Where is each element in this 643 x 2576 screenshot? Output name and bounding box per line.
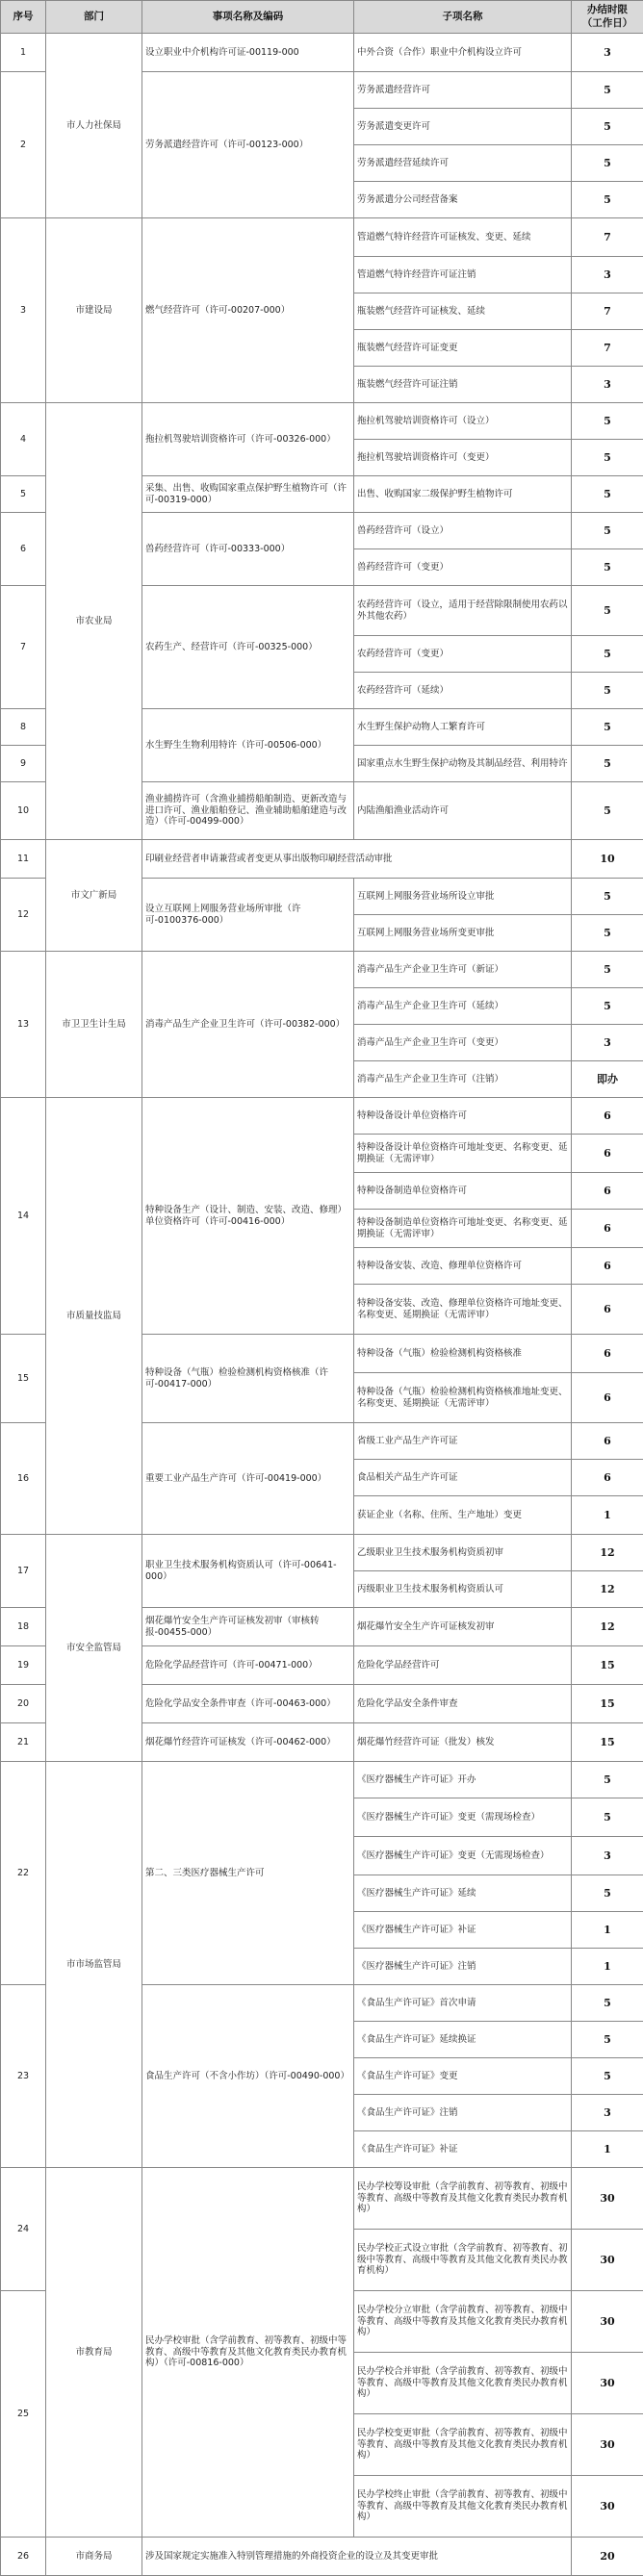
header-seq: 序号 — [1, 1, 46, 34]
sub-item-cell: 特种设备（气瓶）检验检测机构资格核准 — [354, 1335, 572, 1373]
item-cell: 食品生产许可（不含小作坊）（许可-00490-000） — [142, 1985, 354, 2168]
dept-cell: 市安全监管局 — [46, 1535, 142, 1762]
sub-item-cell: 拖拉机驾驶培训资格许可（变更） — [354, 440, 572, 476]
sub-item-cell: 食品相关产品生产许可证 — [354, 1460, 572, 1496]
sub-item-cell: 《食品生产许可证》注销 — [354, 2095, 572, 2131]
days-cell: 6 — [572, 1460, 643, 1496]
sub-item-cell: 民办学校正式设立审批（含学前教育、初等教育、初级中等教育、高级中等教育及其他文化教育类民办教育机构） — [354, 2230, 572, 2291]
days-cell: 5 — [572, 915, 643, 952]
days-cell: 1 — [572, 1949, 643, 1985]
item-cell: 拖拉机驾驶培训资格许可（许可-00326-000） — [142, 403, 354, 476]
days-cell: 15 — [572, 1685, 643, 1723]
days-cell: 5 — [572, 109, 643, 145]
days-cell: 30 — [572, 2168, 643, 2230]
days-cell: 30 — [572, 2230, 643, 2291]
sub-item-cell: 瓶装燃气经营许可证变更 — [354, 330, 572, 367]
days-cell: 5 — [572, 586, 643, 636]
sub-item-cell: 特种设备制造单位资格许可地址变更、名称变更、延期换证（无需评审） — [354, 1210, 572, 1248]
sub-item-cell: 《食品生产许可证》变更 — [354, 2058, 572, 2095]
table-row — [1, 1098, 643, 1135]
days-cell: 3 — [572, 367, 643, 403]
days-cell: 5 — [572, 1985, 643, 2022]
sub-item-cell: 《医疗器械生产许可证》注销 — [354, 1949, 572, 1985]
row-number: 22 — [1, 1762, 46, 1985]
sub-item-cell: 烟花爆竹安全生产许可证核发初审 — [354, 1608, 572, 1646]
days-cell: 6 — [572, 1285, 643, 1335]
sub-item-cell: 《医疗器械生产许可证》变更（需现场检查） — [354, 1798, 572, 1837]
item-cell: 涉及国家规定实施准入特别管理措施的外商投资企业的设立及其变更审批 — [142, 2538, 572, 2576]
row-number: 20 — [1, 1685, 46, 1723]
sub-item-cell: 劳务派遣经营延续许可 — [354, 145, 572, 182]
row-number: 18 — [1, 1608, 46, 1646]
days-cell: 6 — [572, 1248, 643, 1285]
header-item: 事项名称及编码 — [142, 1, 354, 34]
days-cell: 1 — [572, 2131, 643, 2168]
dept-cell: 市卫卫生计生局 — [46, 952, 142, 1098]
days-cell: 5 — [572, 879, 643, 915]
sub-item-cell: 《医疗器械生产许可证》开办 — [354, 1762, 572, 1798]
days-cell: 5 — [572, 182, 643, 218]
sub-item-cell: 互联网上网服务营业场所变更审批 — [354, 915, 572, 952]
days-cell: 10 — [572, 840, 643, 879]
days-cell: 3 — [572, 1837, 643, 1875]
sub-item-cell: 特种设备（气瓶）检验检测机构资格核准地址变更、名称变更、延期换证（无需评审） — [354, 1373, 572, 1423]
row-number: 1 — [1, 34, 46, 72]
days-cell: 5 — [572, 2022, 643, 2058]
dept-cell: 市人力社保局 — [46, 34, 142, 218]
row-number: 23 — [1, 1985, 46, 2168]
sub-item-cell: 《医疗器械生产许可证》变更（无需现场检查） — [354, 1837, 572, 1875]
days-cell: 5 — [572, 636, 643, 673]
sub-item-cell: 劳务派遣分公司经营备案 — [354, 182, 572, 218]
days-cell: 12 — [572, 1535, 643, 1571]
days-cell: 30 — [572, 2291, 643, 2353]
table-row — [1, 34, 643, 72]
row-number: 7 — [1, 586, 46, 709]
sub-item-cell: 劳务派遣变更许可 — [354, 109, 572, 145]
item-cell: 农药生产、经营许可（许可-00325-000） — [142, 586, 354, 709]
header-days — [572, 1, 643, 34]
sub-item-cell: 民办学校筹设审批（含学前教育、初等教育、初级中等教育、高级中等教育及其他文化教育类民办教育机构） — [354, 2168, 572, 2230]
row-number: 4 — [1, 403, 46, 476]
days-cell: 6 — [572, 1210, 643, 1248]
item-cell: 设立互联网上网服务营业场所审批（许可-0100376-000） — [142, 879, 354, 952]
days-cell: 6 — [572, 1135, 643, 1173]
days-cell: 3 — [572, 1025, 643, 1061]
sub-item-cell: 烟花爆竹经营许可证（批发）核发 — [354, 1723, 572, 1762]
sub-item-cell: 特种设备安装、改造、修理单位资格许可 — [354, 1248, 572, 1285]
sub-item-cell: 危险化学品经营许可 — [354, 1646, 572, 1685]
days-cell: 6 — [572, 1373, 643, 1423]
table-row — [1, 2168, 643, 2230]
days-cell: 5 — [572, 145, 643, 182]
row-number: 26 — [1, 2538, 46, 2576]
item-cell: 特种设备生产（设计、制造、安装、改造、修理）单位资格许可（许可-00416-000） — [142, 1098, 354, 1335]
sub-item-cell: 特种设备安装、改造、修理单位资格许可地址变更、名称变更、延期换证（无需评审） — [354, 1285, 572, 1335]
days-cell: 5 — [572, 2058, 643, 2095]
days-cell: 3 — [572, 2095, 643, 2131]
sub-item-cell: 《食品生产许可证》延续换证 — [354, 2022, 572, 2058]
days-cell: 5 — [572, 746, 643, 782]
item-cell: 兽药经营许可（许可-00333-000） — [142, 513, 354, 586]
row-number: 21 — [1, 1723, 46, 1762]
row-number: 5 — [1, 476, 46, 513]
row-number: 9 — [1, 746, 46, 782]
row-number: 10 — [1, 782, 46, 840]
header-days-line1: 办结时限 — [587, 4, 628, 15]
days-cell: 5 — [572, 513, 643, 549]
days-cell: 3 — [572, 257, 643, 293]
row-number: 8 — [1, 709, 46, 746]
item-cell: 烟花爆竹安全生产许可证核发初审（审核转报-00455-000） — [142, 1608, 354, 1646]
days-cell: 5 — [572, 72, 643, 109]
item-cell: 印刷业经营者申请兼营或者变更从事出版物印刷经营活动审批 — [142, 840, 572, 879]
sub-item-cell: 获证企业（名称、住所、生产地址）变更 — [354, 1496, 572, 1535]
days-cell: 30 — [572, 2414, 643, 2476]
sub-item-cell: 《医疗器械生产许可证》补证 — [354, 1912, 572, 1949]
days-cell: 5 — [572, 1762, 643, 1798]
table-row — [1, 2538, 643, 2576]
item-cell: 重要工业产品生产许可（许可-00419-000） — [142, 1423, 354, 1535]
sub-item-cell: 消毒产品生产企业卫生许可（延续） — [354, 988, 572, 1025]
sub-item-cell: 管道燃气特许经营许可证注销 — [354, 257, 572, 293]
dept-cell: 市商务局 — [46, 2538, 142, 2576]
item-cell: 烟花爆竹经营许可证核发（许可-00462-000） — [142, 1723, 354, 1762]
table-row — [1, 952, 643, 988]
days-cell: 6 — [572, 1173, 643, 1210]
sub-item-cell: 省级工业产品生产许可证 — [354, 1423, 572, 1460]
days-cell: 5 — [572, 988, 643, 1025]
sub-item-cell: 瓶装燃气经营许可证核发、延续 — [354, 293, 572, 330]
days-cell: 15 — [572, 1646, 643, 1685]
sub-item-cell: 兽药经营许可（变更） — [354, 549, 572, 586]
sub-item-cell: 中外合资（合作）职业中介机构设立许可 — [354, 34, 572, 72]
sub-item-cell: 管道燃气特许经营许可证核发、变更、延续 — [354, 218, 572, 257]
item-cell: 渔业捕捞许可（含渔业捕捞船舶制造、更新改造与进口许可、渔业船舶登记、渔业辅助船舶建造与改造）（许可-00499-000） — [142, 782, 354, 840]
days-cell: 即办 — [572, 1061, 643, 1098]
sub-item-cell: 国家重点水生野生保护动物及其制品经营、利用特许 — [354, 746, 572, 782]
row-number: 17 — [1, 1535, 46, 1608]
table-row — [1, 840, 643, 879]
item-cell: 危险化学品经营许可（许可-00471-000） — [142, 1646, 354, 1685]
sub-item-cell: 出售、收购国家二级保护野生植物许可 — [354, 476, 572, 513]
header-dept: 部门 — [46, 1, 142, 34]
sub-item-cell: 民办学校终止审批（含学前教育、初等教育、初级中等教育、高级中等教育及其他文化教育类民办教育机构） — [354, 2476, 572, 2538]
item-cell: 民办学校审批（含学前教育、初等教育、初级中等教育、高级中等教育及其他文化教育类民办教育机构）（许可-00816-000） — [142, 2168, 354, 2538]
item-cell: 设立职业中介机构许可证-00119-000 — [142, 34, 354, 72]
sub-item-cell: 特种设备制造单位资格许可 — [354, 1173, 572, 1210]
row-number: 16 — [1, 1423, 46, 1535]
sub-item-cell: 危险化学品安全条件审查 — [354, 1685, 572, 1723]
days-cell: 1 — [572, 1496, 643, 1535]
dept-cell: 市质量技监局 — [46, 1098, 142, 1535]
row-number: 3 — [1, 218, 46, 403]
row-number: 19 — [1, 1646, 46, 1685]
days-cell: 12 — [572, 1608, 643, 1646]
dept-cell: 市市场监管局 — [46, 1762, 142, 2168]
header-sub: 子项名称 — [354, 1, 572, 34]
row-number: 13 — [1, 952, 46, 1098]
days-cell: 6 — [572, 1423, 643, 1460]
row-number: 2 — [1, 72, 46, 218]
sub-item-cell: 消毒产品生产企业卫生许可（新证） — [354, 952, 572, 988]
sub-item-cell: 农药经营许可（变更） — [354, 636, 572, 673]
sub-item-cell: 民办学校分立审批（含学前教育、初等教育、初级中等教育、高级中等教育及其他文化教育类民办教育机构） — [354, 2291, 572, 2353]
table-row — [1, 1762, 643, 1798]
sub-item-cell: 兽药经营许可（设立） — [354, 513, 572, 549]
sub-item-cell: 消毒产品生产企业卫生许可（注销） — [354, 1061, 572, 1098]
sub-item-cell: 《医疗器械生产许可证》延续 — [354, 1875, 572, 1912]
days-cell: 20 — [572, 2538, 643, 2576]
sub-item-cell: 民办学校合并审批（含学前教育、初等教育、初级中等教育、高级中等教育及其他文化教育类民办教育机构） — [354, 2353, 572, 2414]
sub-item-cell: 消毒产品生产企业卫生许可（变更） — [354, 1025, 572, 1061]
days-cell: 5 — [572, 403, 643, 440]
item-cell: 职业卫生技术服务机构资质认可（许可-00641-000） — [142, 1535, 354, 1608]
item-cell: 危险化学品安全条件审查（许可-00463-000） — [142, 1685, 354, 1723]
row-number: 24 — [1, 2168, 46, 2291]
row-number: 15 — [1, 1335, 46, 1423]
days-cell: 6 — [572, 1098, 643, 1135]
days-cell: 7 — [572, 330, 643, 367]
dept-cell: 市教育局 — [46, 2168, 142, 2538]
sub-item-cell: 民办学校变更审批（含学前教育、初等教育、初级中等教育、高级中等教育及其他文化教育类民办教育机构） — [354, 2414, 572, 2476]
sub-item-cell: 农药经营许可（延续） — [354, 673, 572, 709]
dept-cell: 市农业局 — [46, 403, 142, 840]
table-row — [1, 403, 643, 440]
item-cell: 采集、出售、收购国家重点保护野生植物许可（许可-00319-000） — [142, 476, 354, 513]
dept-cell: 市文广新局 — [46, 840, 142, 952]
item-cell: 消毒产品生产企业卫生许可（许可-00382-000） — [142, 952, 354, 1098]
sub-item-cell: 互联网上网服务营业场所设立审批 — [354, 879, 572, 915]
sub-item-cell: 瓶装燃气经营许可证注销 — [354, 367, 572, 403]
days-cell: 30 — [572, 2353, 643, 2414]
table-header-row — [1, 1, 643, 34]
days-cell: 6 — [572, 1335, 643, 1373]
item-cell: 第二、三类医疗器械生产许可 — [142, 1762, 354, 1985]
sub-item-cell: 特种设备设计单位资格许可 — [354, 1098, 572, 1135]
sub-item-cell: 内陆渔船渔业活动许可 — [354, 782, 572, 840]
item-cell: 特种设备（气瓶）检验检测机构资格核准（许可-00417-000） — [142, 1335, 354, 1423]
header-days-line2: （工作日） — [582, 17, 633, 29]
sub-item-cell: 水生野生保护动物人工繁育许可 — [354, 709, 572, 746]
item-cell: 劳务派遣经营许可（许可-00123-000） — [142, 72, 354, 218]
sub-item-cell: 《食品生产许可证》首次申请 — [354, 1985, 572, 2022]
days-cell: 5 — [572, 440, 643, 476]
days-cell: 5 — [572, 952, 643, 988]
days-cell: 5 — [572, 1875, 643, 1912]
sub-item-cell: 特种设备设计单位资格许可地址变更、名称变更、延期换证（无需评审） — [354, 1135, 572, 1173]
days-cell: 5 — [572, 476, 643, 513]
row-number: 25 — [1, 2291, 46, 2538]
row-number: 11 — [1, 840, 46, 879]
days-cell: 1 — [572, 1912, 643, 1949]
row-number: 6 — [1, 513, 46, 586]
row-number: 12 — [1, 879, 46, 952]
item-cell: 燃气经营许可（许可-00207-000） — [142, 218, 354, 403]
table-row — [1, 218, 643, 257]
days-cell: 12 — [572, 1571, 643, 1608]
days-cell: 7 — [572, 293, 643, 330]
days-cell: 5 — [572, 709, 643, 746]
days-cell: 5 — [572, 673, 643, 709]
dept-cell: 市建设局 — [46, 218, 142, 403]
days-cell: 5 — [572, 1798, 643, 1837]
sub-item-cell: 拖拉机驾驶培训资格许可（设立） — [354, 403, 572, 440]
sub-item-cell: 丙级职业卫生技术服务机构资质认可 — [354, 1571, 572, 1608]
days-cell: 7 — [572, 218, 643, 257]
sub-item-cell: 乙级职业卫生技术服务机构资质初审 — [354, 1535, 572, 1571]
days-cell: 5 — [572, 549, 643, 586]
row-number: 14 — [1, 1098, 46, 1335]
days-cell: 30 — [572, 2476, 643, 2538]
days-cell: 15 — [572, 1723, 643, 1762]
days-cell: 3 — [572, 34, 643, 72]
table-row — [1, 1535, 643, 1571]
item-cell: 水生野生生物利用特许（许可-00506-000） — [142, 709, 354, 782]
sub-item-cell: 农药经营许可（设立，适用于经营除限制使用农药以外其他农药） — [354, 586, 572, 636]
sub-item-cell: 劳务派遣经营许可 — [354, 72, 572, 109]
sub-item-cell: 《食品生产许可证》补证 — [354, 2131, 572, 2168]
days-cell: 5 — [572, 782, 643, 840]
